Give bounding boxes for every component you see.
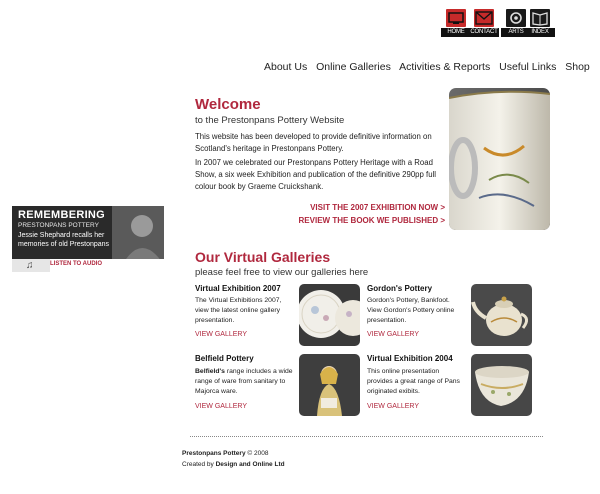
nav-useful-links[interactable]: Useful Links — [499, 61, 557, 73]
index-label: INDEX — [525, 28, 555, 37]
home-label: HOME — [441, 28, 471, 37]
thumb-exhibition-2004[interactable] — [471, 354, 532, 416]
hero-jug-image — [449, 88, 550, 230]
remembering-subtitle: PRESTONPANS POTTERY — [18, 222, 99, 229]
music-note-icon: ♫ — [26, 260, 34, 271]
gallery-desc-belfield — [195, 367, 293, 397]
book-icon — [530, 9, 550, 27]
remembering-desc-2: memories of old Prestonpans — [18, 241, 110, 248]
gear-icon — [506, 9, 526, 27]
view-gallery-exhibition-2007[interactable]: VIEW GALLERY — [195, 331, 248, 338]
main-nav — [264, 61, 590, 73]
footer-created-prefix: Created by — [182, 461, 216, 468]
view-gallery-belfield[interactable]: VIEW GALLERY — [195, 403, 248, 410]
portrait-photo — [112, 206, 164, 262]
contact-label: CONTACT — [470, 29, 498, 35]
footer-brand: Prestonpans Pottery — [182, 450, 246, 457]
galleries-subtitle: please feel free to view our galleries here — [195, 267, 369, 278]
gallery-desc-belfield-bold: Belfield's — [195, 368, 225, 375]
gallery-desc-belfield-rest: range includes a wide range of ware from sanitary to Majorca ware. — [195, 368, 293, 395]
footer-credit — [182, 461, 285, 468]
index-link[interactable] — [529, 9, 551, 39]
thumb-belfield[interactable] — [299, 354, 360, 416]
contact-link[interactable] — [470, 9, 498, 39]
home-icon — [446, 9, 466, 27]
galleries-title: Our Virtual Galleries — [195, 249, 331, 265]
arts-link[interactable] — [505, 9, 527, 39]
remembering-audio-panel[interactable] — [12, 206, 164, 272]
thumb-exhibition-2007[interactable] — [299, 284, 360, 346]
arts-label: ARTS — [501, 28, 531, 37]
remembering-title: REMEMBERING — [18, 209, 106, 221]
footer-divider — [190, 436, 543, 437]
listen-audio-link[interactable]: LISTEN TO AUDIO — [50, 261, 103, 267]
welcome-paragraph-1: This website has been developed to provide definitive information on Scotland's heritage in Prestonpans Pottery. — [195, 132, 432, 153]
remembering-desc-1: Jessie Shephard recalls her — [18, 232, 105, 239]
visit-exhibition-link[interactable]: VISIT THE 2007 EXHIBITION NOW > — [310, 203, 445, 212]
gallery-title-exhibition-2004[interactable]: Virtual Exhibition 2004 — [367, 354, 453, 363]
thumb-gordons[interactable] — [471, 284, 532, 346]
footer-created-by-link[interactable]: Design and Online Ltd — [215, 461, 285, 468]
nav-online-galleries[interactable]: Online Galleries — [316, 61, 391, 73]
gallery-desc-gordons: Gordon's Pottery, Bankfoot. View Gordon's Pottery online presentation. — [367, 297, 455, 324]
footer-copyright — [182, 450, 268, 457]
footer-copyright-year: © 2008 — [245, 450, 269, 457]
nav-shop[interactable]: Shop — [565, 61, 590, 73]
gallery-title-exhibition-2007[interactable]: Virtual Exhibition 2007 — [195, 284, 281, 293]
top-icon-nav — [443, 9, 553, 39]
welcome-subtitle: to the Prestonpans Pottery Website — [195, 115, 345, 126]
gallery-desc-exhibition-2004: This online presentation provides a great range of Pans originated exibits. — [367, 368, 460, 395]
view-gallery-gordons[interactable]: VIEW GALLERY — [367, 331, 420, 338]
nav-activities-reports[interactable]: Activities & Reports — [399, 61, 491, 73]
view-gallery-exhibition-2004[interactable]: VIEW GALLERY — [367, 403, 420, 410]
welcome-paragraph-2: In 2007 we celebrated our Prestonpans Pottery Heritage with a Road Show, a six week Exhibition and publication of the definitive 290pp full colour book by Graeme Cruickshank. — [195, 158, 436, 191]
nav-about-us[interactable]: About Us — [264, 61, 308, 73]
review-book-link[interactable]: REVIEW THE BOOK WE PUBLISHED > — [298, 216, 445, 225]
gallery-desc-exhibition-2007: The Virtual Exhibitions 2007, view the latest online gallery presentation. — [195, 297, 282, 324]
gallery-title-belfield[interactable]: Belfield Pottery — [195, 354, 254, 363]
welcome-title: Welcome — [195, 96, 261, 113]
home-link[interactable] — [445, 9, 467, 39]
envelope-icon — [474, 9, 494, 27]
gallery-title-gordons[interactable]: Gordon's Pottery — [367, 284, 433, 293]
